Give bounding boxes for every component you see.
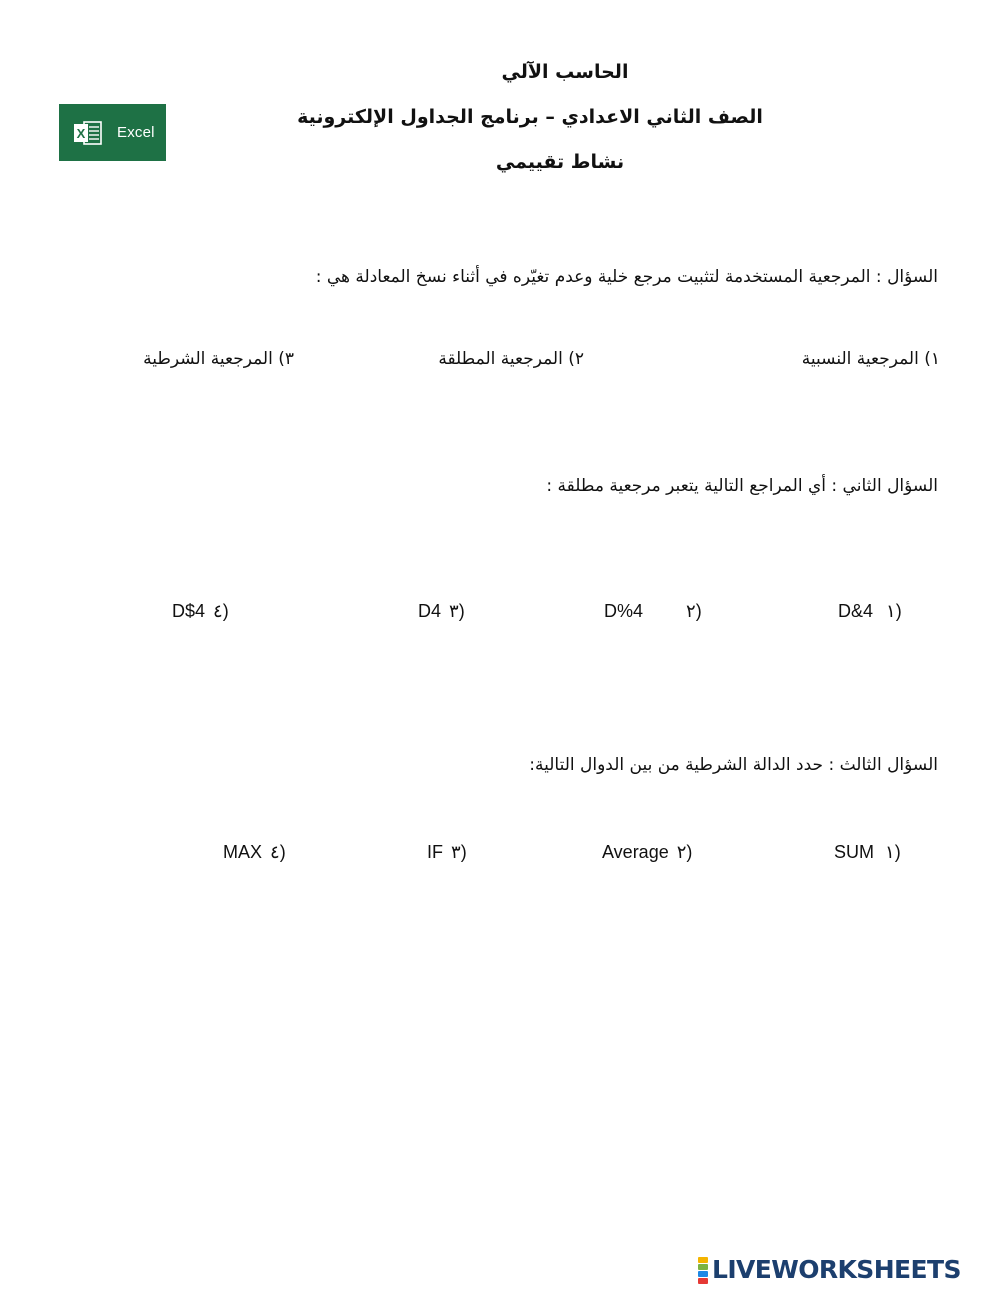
q1-option-3[interactable]: ٣) المرجعية الشرطية	[143, 349, 294, 369]
q2-option-4-value: D$4	[172, 601, 206, 621]
q1-option-1[interactable]: ١) المرجعية النسبية	[801, 349, 940, 369]
question-1: السؤال : المرجعية المستخدمة لتثبيت مرجع خلية وعدم تغيّره في أثناء نسخ المعادلة هي :	[315, 267, 938, 287]
question-3: السؤال الثالث : حدد الدالة الشرطية من بين الدوال التالية:	[529, 755, 938, 775]
live-badge-icon	[698, 1257, 708, 1284]
q3-option-4-number: ٤)	[270, 842, 286, 862]
q3-option-4-value: MAX	[223, 842, 263, 862]
q3-option-3[interactable]	[427, 841, 467, 863]
live-block-2	[698, 1264, 708, 1270]
q3-option-1-number: ١)	[885, 842, 901, 862]
q3-option-2-number: ٢)	[676, 842, 693, 862]
q2-option-1-value: D&4	[838, 601, 874, 621]
q2-option-4-number: ٤)	[213, 601, 229, 621]
live-block-4	[698, 1278, 708, 1284]
activity-title: نشاط تقييمي	[495, 151, 625, 173]
q3-option-4[interactable]	[223, 841, 286, 863]
q2-option-4[interactable]	[172, 600, 229, 622]
liveworksheets-brand[interactable]	[698, 1255, 961, 1285]
svg-text:X: X	[76, 125, 86, 141]
live-block-3	[698, 1271, 708, 1277]
q2-option-1[interactable]	[838, 600, 902, 622]
excel-icon	[73, 118, 103, 148]
excel-logo	[59, 104, 166, 161]
q3-option-1-value: SUM	[834, 842, 874, 862]
q1-option-2[interactable]: ٢) المرجعية المطلقة	[438, 349, 584, 369]
q2-option-2-value: D%4	[604, 601, 644, 621]
live-block-1	[698, 1257, 708, 1263]
page-subtitle: الصف الثاني الاعدادي – برنامج الجداول الإلكترونية	[297, 106, 763, 128]
q2-option-2[interactable]	[604, 600, 702, 622]
q2-option-3[interactable]	[418, 600, 465, 622]
q2-option-3-number: ٣)	[449, 601, 465, 621]
q3-option-3-number: ٣)	[451, 842, 467, 862]
q2-option-3-value: D4	[418, 601, 442, 621]
page-title: الحاسب الآلي	[501, 61, 629, 83]
question-2: السؤال الثاني : أي المراجع التالية يتعبر مرجعية مطلقة :	[546, 476, 938, 496]
q3-option-1[interactable]	[834, 841, 901, 863]
q3-option-3-value: IF	[427, 842, 443, 862]
excel-label: Excel	[117, 124, 155, 141]
q2-option-2-number: ٢)	[686, 601, 702, 621]
q2-option-1-number: ١)	[886, 601, 902, 621]
q3-option-2[interactable]	[602, 841, 692, 863]
q3-option-2-value: Average	[602, 842, 669, 862]
brand-name: LIVEWORKSHEETS	[712, 1255, 961, 1284]
